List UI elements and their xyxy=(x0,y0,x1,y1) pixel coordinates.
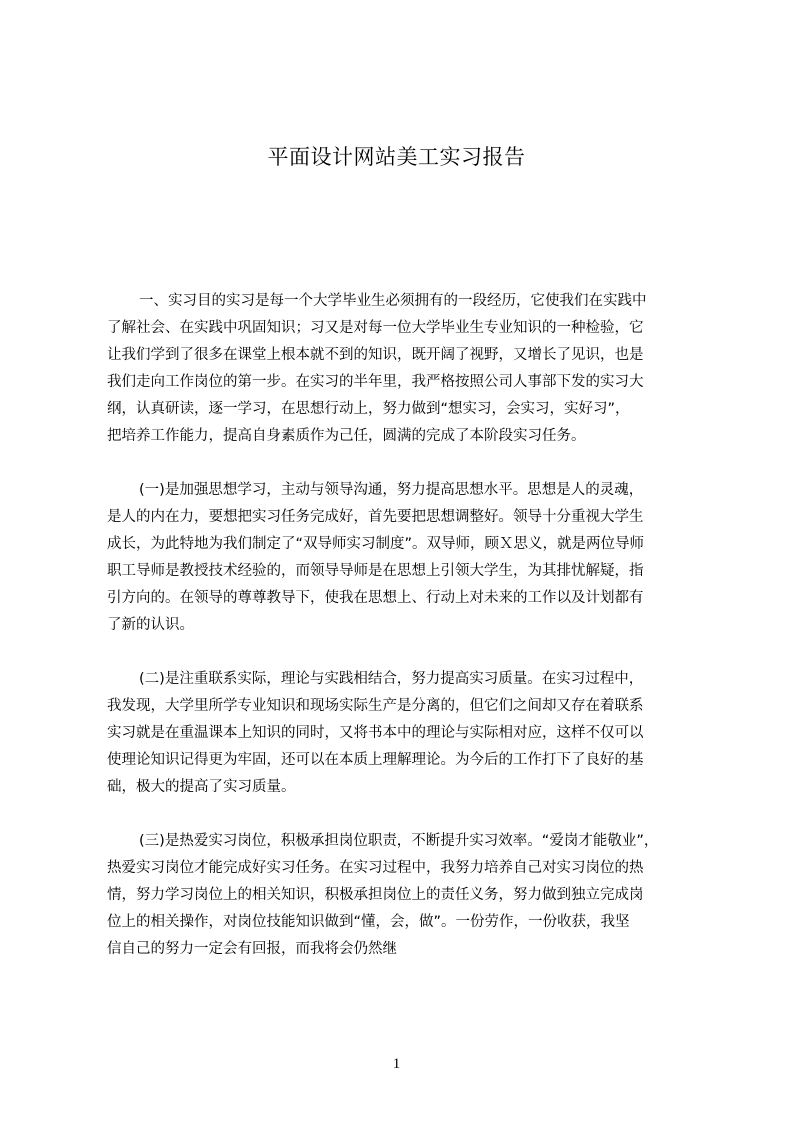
paragraph-line: (三)是热爱实习岗位，积极承担岗位职责，不断提升实习效率。“爱岗才能敬业”， xyxy=(139,833,659,849)
paragraph-line: 位上的相关操作，对岗位技能知识做到“懂，会，做”。一份劳作，一份收获，我坚 xyxy=(107,914,630,930)
document-body xyxy=(107,288,692,990)
page-number: 1 xyxy=(392,1056,401,1072)
paragraph-line: 热爱实习岗位才能完成好实习任务。在实习过程中，我努力培养自己对实习岗位的热 xyxy=(107,860,644,876)
paragraph-line: 是人的内在力，要想把实习任务完成好，首先要把思想调整好。领导十分重视大学生 xyxy=(107,509,644,525)
paragraph-line: (二)是注重联系实际，理论与实践相结合，努力提高实习质量。在实习过程中， xyxy=(139,671,644,687)
paragraph-3 xyxy=(107,666,692,801)
paragraph-line: 我发现，大学里所学专业知识和现场实际生产是分离的，但它们之间却又存在着联系 xyxy=(107,698,644,714)
paragraph-line: 把培养工作能力，提高自身素质作为己任，圆满的完成了本阶段实习任务。 xyxy=(107,428,586,444)
paragraph-line: 了解社会、在实践中巩固知识；习又是对每一位大学毕业生专业知识的一种检验，它 xyxy=(107,320,644,336)
paragraph-2 xyxy=(107,477,692,639)
paragraph-line: 我们走向工作岗位的第一步。在实习的半年里，我严格按照公司人事部下发的实习大 xyxy=(107,374,644,390)
paragraph-line: 情，努力学习岗位上的相关知识，积极承担岗位上的责任义务，努力做到独立完成岗 xyxy=(107,887,644,903)
paragraph-line: 信自己的努力一定会有回报，而我将会仍然继 xyxy=(107,941,397,957)
paragraph-line: 让我们学到了很多在课堂上根本就不到的知识，既开阔了视野，又增长了见识，也是 xyxy=(107,347,644,363)
paragraph-line: 纲，认真研读，逐一学习，在思想行动上，努力做到“想实习，会实习，实好习”， xyxy=(107,401,630,417)
document-title: 平面设计网站美工实习报告 xyxy=(267,145,526,169)
paragraph-line: 职工导师是教授技术经验的，而领导导师是在思想上引领大学生，为其排忧解疑，指 xyxy=(107,563,644,579)
paragraph-line: 引方向的。在领导的尊尊教导下，使我在思想上、行动上对未来的工作以及计划都有 xyxy=(107,590,644,606)
paragraph-line: 一、实习目的实习是每一个大学毕业生必须拥有的一段经历，它使我们在实践中 xyxy=(139,293,647,309)
paragraph-line: 了新的认识。 xyxy=(107,617,194,633)
paragraph-line: (一)是加强思想学习，主动与领导沟通，努力提高思想水平。思想是人的灵魂， xyxy=(139,482,644,498)
paragraph-line: 使理论知识记得更为牢固，还可以在本质上理解理论。为今后的工作打下了良好的基 xyxy=(107,752,644,768)
paragraph-4 xyxy=(107,828,692,963)
paragraph-line: 础，极大的提高了实习质量。 xyxy=(107,779,296,795)
paragraph-line: 实习就是在重温课本上知识的同时，又将书本中的理论与实际相对应，这样不仅可以 xyxy=(107,725,644,741)
paragraph-line: 成长，为此特地为我们制定了“双导师实习制度”。双导师，顾Ｘ思义，就是两位导师 xyxy=(107,536,645,552)
paragraph-1 xyxy=(107,288,692,450)
